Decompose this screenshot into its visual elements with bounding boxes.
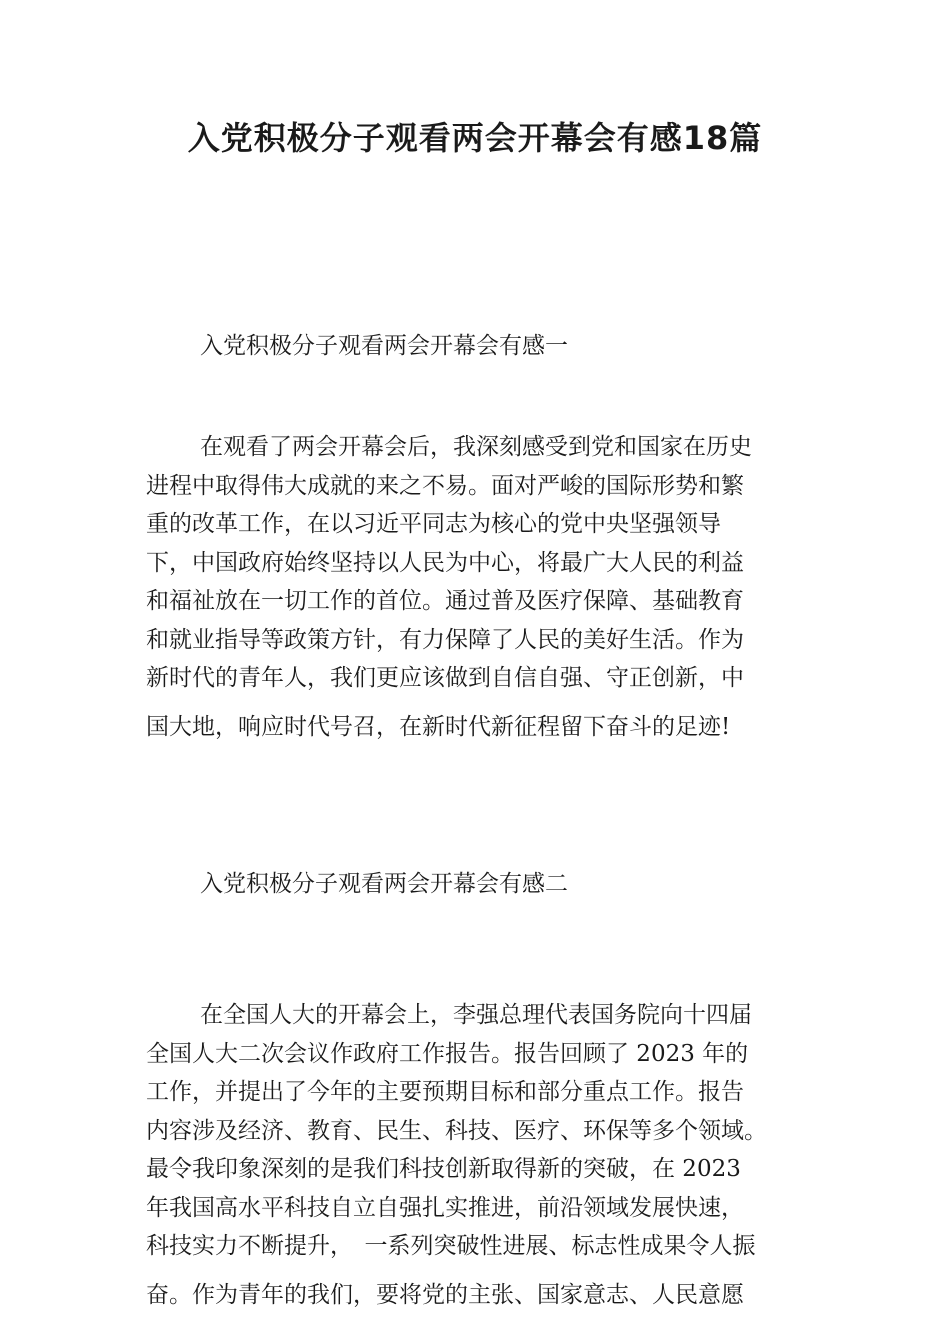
paragraph-line: 科技实力不断提升， 一系列突破性进展、标志性成果令人振 — [146, 1233, 756, 1259]
paragraph-line: 年我国高水平科技自立自强扎实推进，前沿领域发展快速， — [146, 1194, 744, 1221]
paragraph-line: 国大地，响应时代号召，在新时代新征程留下奋斗的足迹! — [146, 713, 731, 740]
paragraph-line: 全国人大二次会议作政府工作报告。报告回顾了 2023 年的 — [146, 1040, 749, 1067]
paragraph-line: 内容涉及经济、教育、民生、科技、医疗、环保等多个领域。 — [146, 1117, 767, 1144]
paragraph-line: 进程中取得伟大成就的来之不易。面对严峻的国际形势和繁 — [146, 472, 744, 499]
paragraph-line: 新时代的青年人，我们更应该做到自信自强、守正创新，中 — [146, 665, 744, 691]
paragraph-line: 重的改革工作，在以习近平同志为核心的党中央坚强领导 — [146, 511, 721, 537]
paragraph-line: 和福祉放在一切工作的首位。通过普及医疗保障、基础教育 — [146, 588, 744, 614]
paragraph-line: 和就业指导等政策方针，有力保障了人民的美好生活。作为 — [146, 626, 744, 653]
section-2-heading: 入党积极分子观看两会开幕会有感二 — [200, 871, 568, 897]
paragraph-line: 下，中国政府始终坚持以人民为中心，将最广大人民的利益 — [146, 549, 744, 576]
paragraph-line: 最令我印象深刻的是我们科技创新取得新的突破，在 2023 — [146, 1156, 741, 1182]
paragraph-line: 在全国人大的开幕会上，李强总理代表国务院向十四届 — [200, 1002, 752, 1028]
section-1-heading: 入党积极分子观看两会开幕会有感一 — [200, 333, 568, 359]
document-title: 入党积极分子观看两会开幕会有感18篇 — [187, 119, 763, 157]
section-2-paragraph — [146, 996, 806, 1314]
section-1-paragraph — [146, 428, 806, 746]
paragraph-line: 工作，并提出了今年的主要预期目标和部分重点工作。报告 — [146, 1079, 744, 1105]
paragraph-line: 奋。作为青年的我们，要将党的主张、国家意志、人民意愿 — [146, 1281, 744, 1308]
paragraph-line: 在观看了两会开幕会后，我深刻感受到党和国家在历史 — [200, 434, 752, 460]
